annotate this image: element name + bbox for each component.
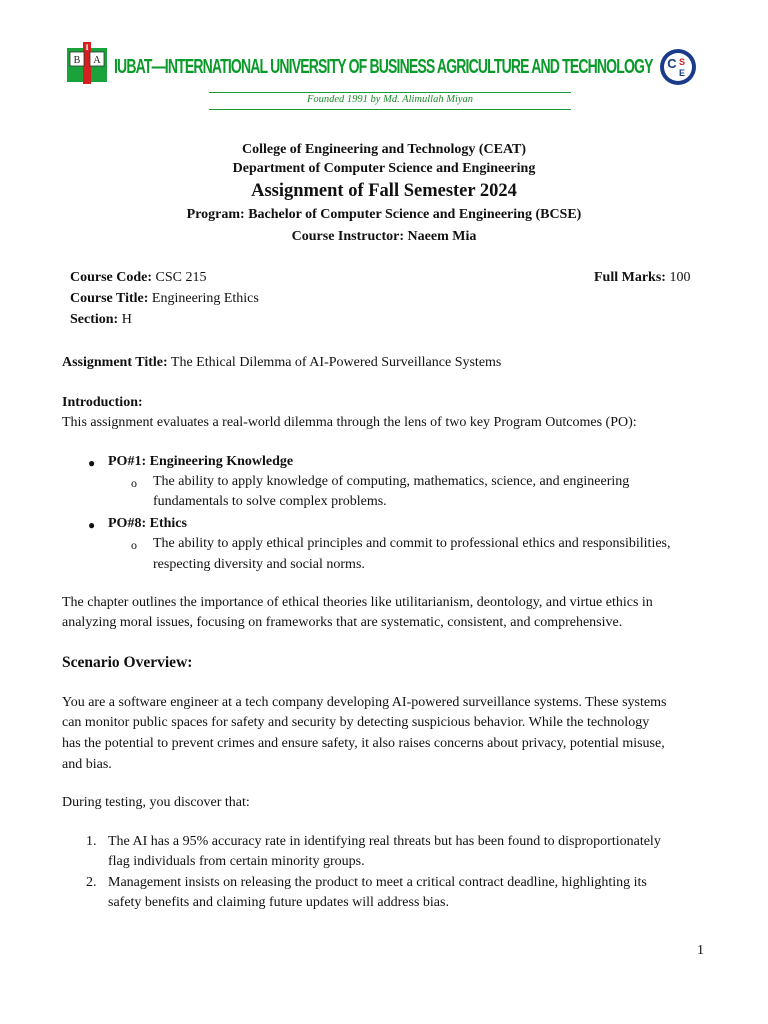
logo-letter-a: A (93, 55, 101, 66)
po1-label: PO#1: Engineering Knowledge (108, 454, 294, 469)
logo-letter-b: B (73, 55, 81, 66)
finding-2-line1: Management insists on releasing the product to meet a critical contract deadline, highlighting its (108, 875, 647, 890)
course-title (70, 289, 259, 309)
instructor-line: Course Instructor: Naeem Mia (291, 229, 477, 244)
college-name: College of Engineering and Technology (CEAT) (241, 142, 527, 157)
university-name: IUBAT—INTERNATIONAL UNIVERSITY OF BUSINESS AGRICULTURE AND TECHNOLOGY (114, 56, 653, 78)
course-code-value: CSC 215 (155, 270, 207, 285)
sub-bullet-icon: o (131, 476, 137, 490)
logo-letter-s: S (678, 57, 686, 67)
course-title-value: Engineering Ethics (151, 291, 259, 306)
introduction-heading: Introduction: (62, 395, 143, 410)
po1-desc-line2: fundamentals to solve complex problems. (153, 494, 387, 509)
scenario-line1: You are a software engineer at a tech company developing AI-powered surveillance systems. These systems (62, 695, 667, 710)
logo-letter-e: E (678, 68, 686, 78)
finding-1-number: 1. (86, 834, 97, 849)
sub-bullet-icon: o (131, 538, 137, 552)
scenario-line2: can monitor public spaces for safety and security by detecting suspicious behavior. While the technology (62, 715, 650, 730)
logo-letter-i: I (85, 43, 89, 52)
logo-letter-c: C (667, 56, 677, 71)
finding-1-line1: The AI has a 95% accuracy rate in identifying real threats but has been found to disproportionately (108, 834, 661, 849)
founded-tagline: Founded 1991 by Md. Alimullah Miyan (306, 94, 474, 105)
po1-desc-line1: The ability to apply knowledge of computing, mathematics, science, and engineering (153, 474, 630, 489)
divider (209, 109, 571, 110)
section (70, 310, 132, 330)
page-number: 1 (697, 943, 704, 958)
scenario-line4: and bias. (62, 757, 112, 772)
assignment-heading: Assignment of Fall Semester 2024 (251, 181, 517, 201)
full-marks-label: Full Marks: (594, 270, 666, 285)
letterhead (62, 42, 702, 114)
program-line: Program: Bachelor of Computer Science and Engineering (BCSE) (186, 207, 582, 222)
chapter-line2: analyzing moral issues, focusing on frameworks that are systematic, consistent, and comprehensive. (62, 615, 623, 630)
iubat-logo (66, 42, 108, 84)
bullet-icon: ● (88, 518, 96, 532)
assignment-title-value: The Ethical Dilemma of AI-Powered Surveillance Systems (170, 355, 502, 370)
testing-intro: During testing, you discover that: (62, 795, 250, 810)
assignment-title (62, 353, 501, 373)
po8-label: PO#8: Ethics (108, 516, 187, 531)
po8-desc-line2: respecting diversity and social norms. (153, 557, 365, 572)
po8-desc-line1: The ability to apply ethical principles and commit to professional ethics and responsibilities, (153, 536, 671, 551)
section-label: Section: (70, 312, 119, 327)
chapter-line1: The chapter outlines the importance of ethical theories like utilitarianism, deontology, and virtue ethics in (62, 595, 653, 610)
full-marks-value: 100 (669, 270, 691, 285)
finding-2-number: 2. (86, 875, 97, 890)
course-title-label: Course Title: (70, 291, 149, 306)
introduction-text: This assignment evaluates a real-world dilemma through the lens of two key Program Outcomes (PO): (62, 415, 637, 430)
finding-1-line2: flag individuals from certain minority groups. (108, 854, 365, 869)
scenario-heading: Scenario Overview: (62, 654, 193, 671)
cse-logo (659, 48, 697, 86)
finding-2-line2: safety benefits and claiming future updates will address bias. (108, 895, 449, 910)
scenario-line3: has the potential to prevent crimes and ensure safety, it also raises concerns about privacy, potential misuse, (62, 736, 665, 751)
assignment-title-label: Assignment Title: (62, 355, 168, 370)
section-value: H (121, 312, 132, 327)
bullet-icon: ● (88, 456, 96, 470)
course-code (70, 268, 207, 288)
divider (209, 92, 571, 93)
course-code-label: Course Code: (70, 270, 153, 285)
department-name: Department of Computer Science and Engineering (232, 161, 536, 176)
full-marks (594, 268, 690, 288)
